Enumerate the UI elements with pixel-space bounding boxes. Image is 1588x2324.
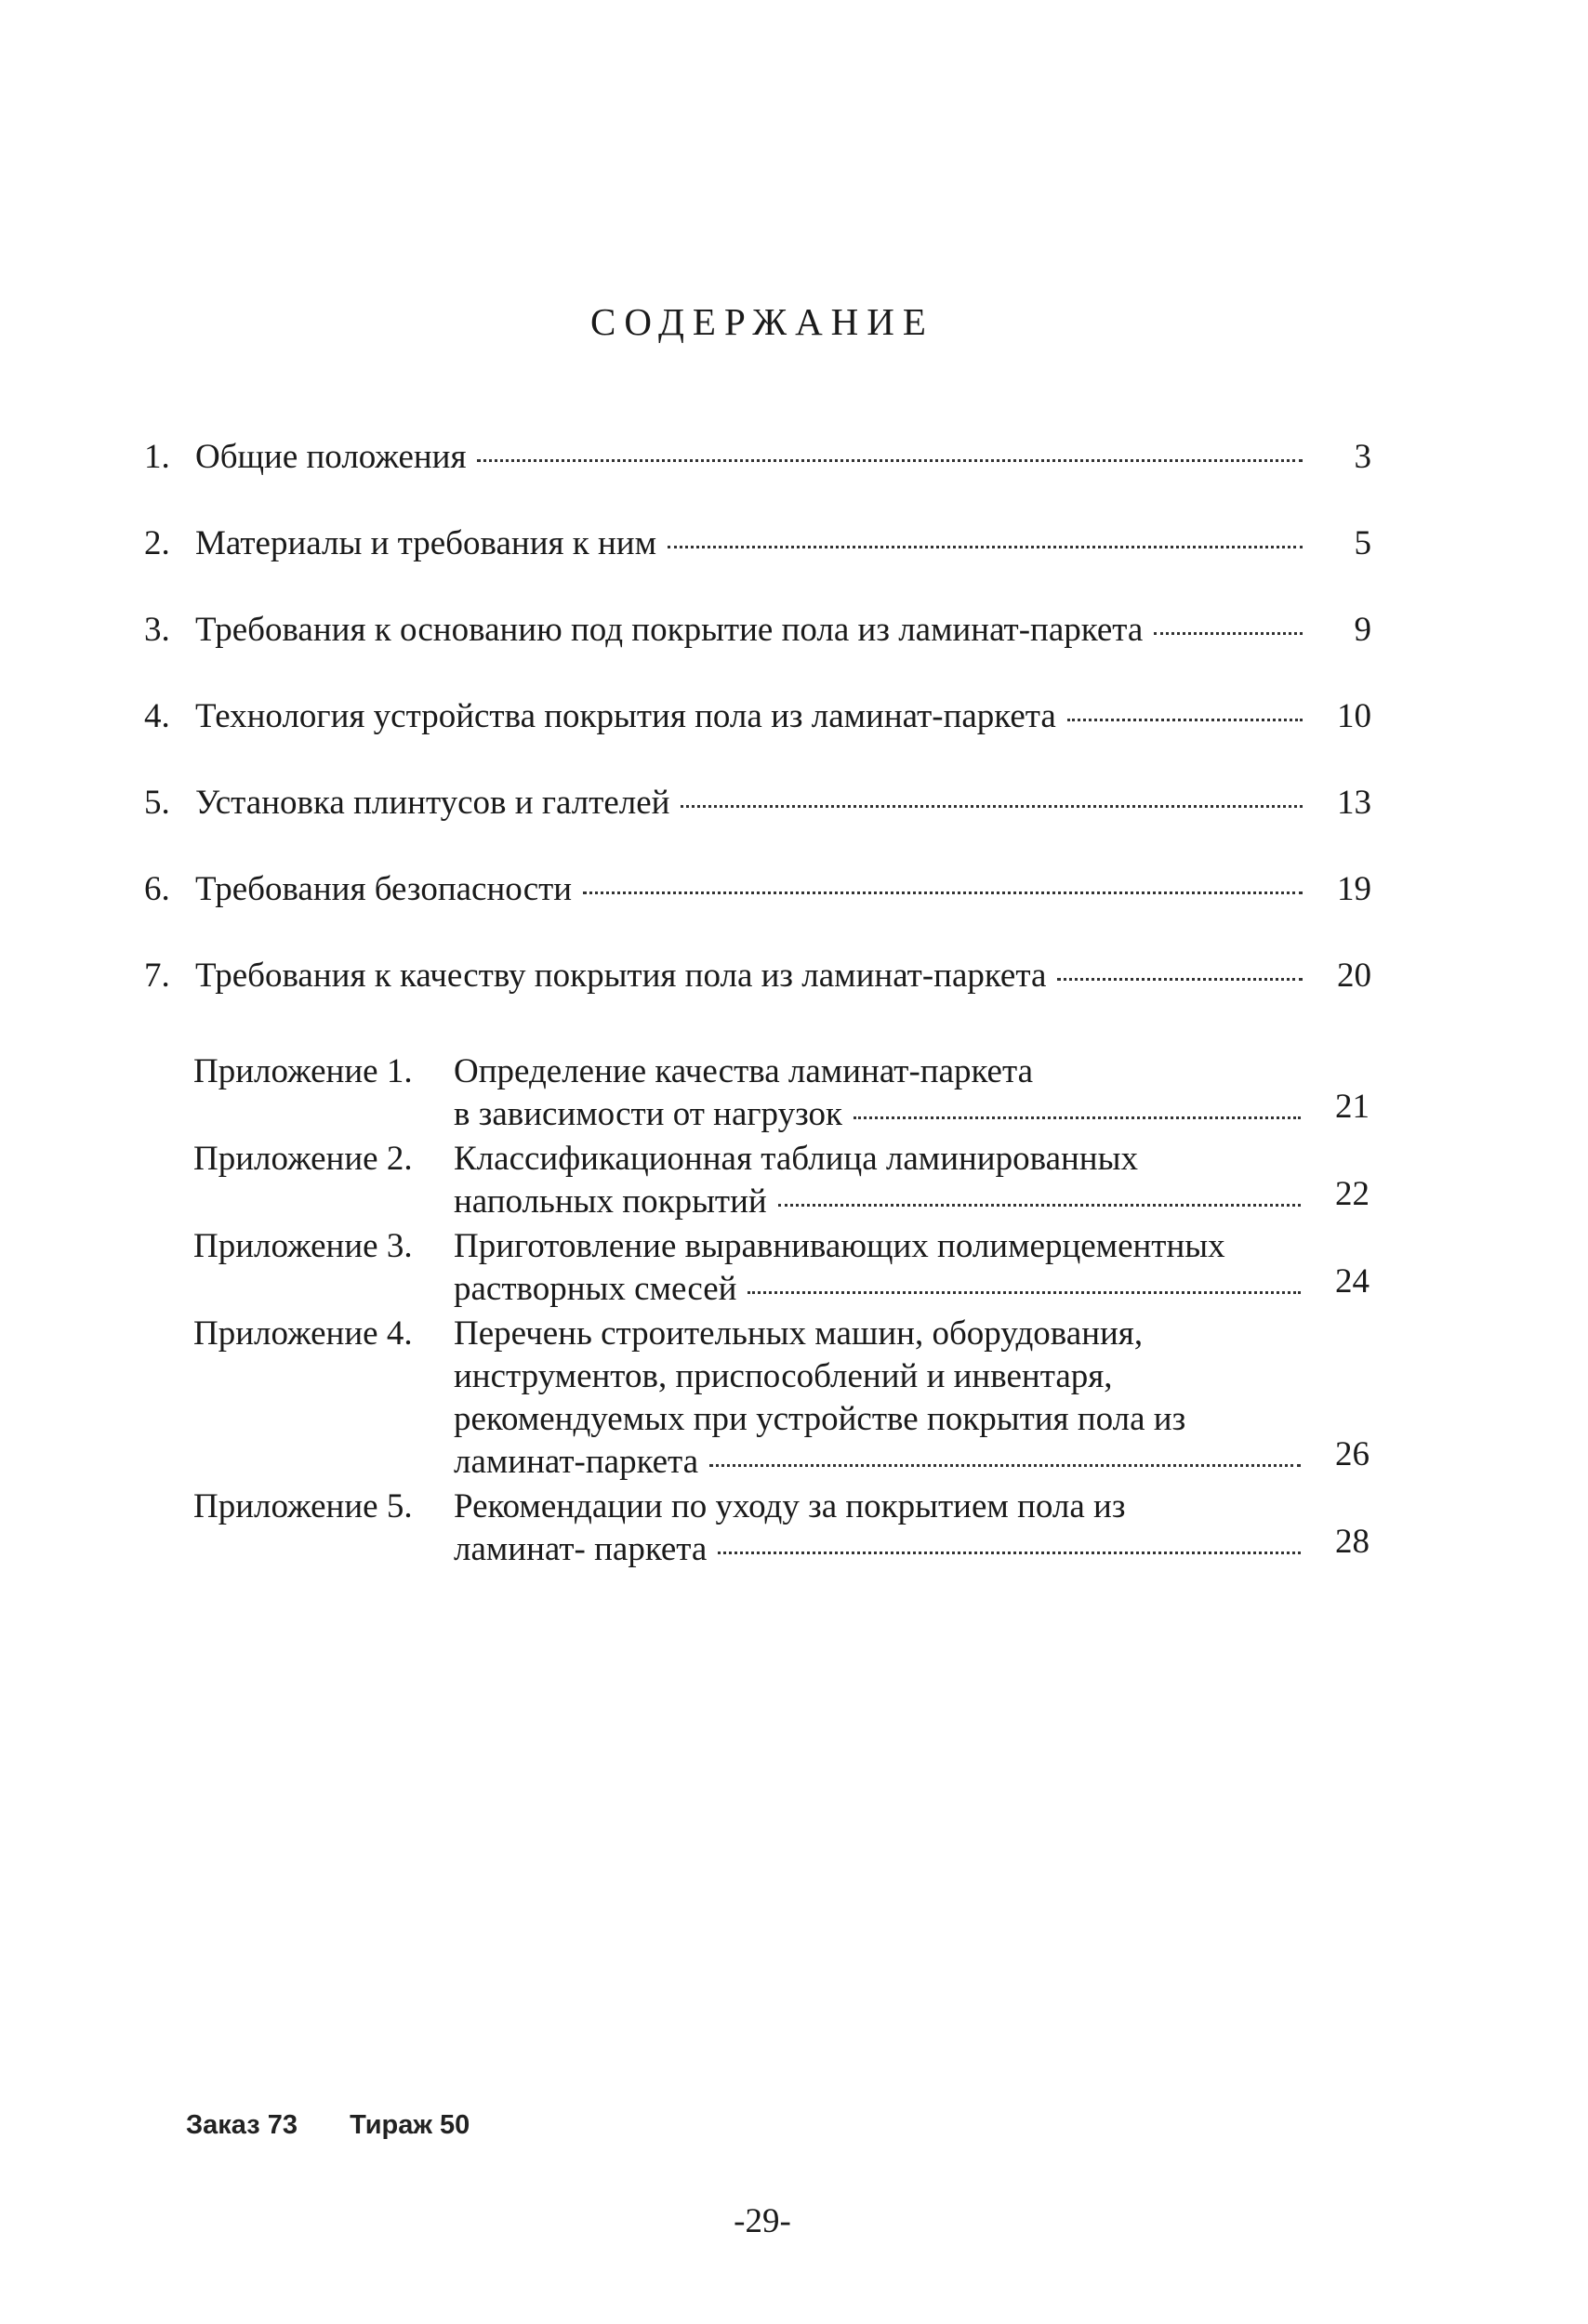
appendix-line: Приготовление выравнивающих полимерцементных: [454, 1227, 1225, 1265]
toc-entry-6: [144, 869, 1371, 910]
toc-entry-title: Материалы и требования к ним: [195, 524, 657, 562]
appendix-line: Классификационная таблица ламинированных: [454, 1140, 1138, 1178]
print-info: [186, 2110, 514, 2141]
dot-leader: [778, 1204, 1301, 1207]
toc-entry-number: 2.: [144, 524, 170, 562]
toc-entry-page: 3: [1354, 438, 1371, 476]
dot-leader: [1067, 719, 1303, 721]
toc-entry-page: 5: [1354, 524, 1371, 562]
appendix-last-line: [454, 1435, 1370, 1484]
appendix-line: рекомендуемых при устройстве покрытия пола из: [454, 1400, 1186, 1438]
toc-entry-number: 6.: [144, 870, 170, 908]
dot-leader: [1154, 632, 1303, 635]
toc-entry-page: 20: [1337, 957, 1371, 995]
appendix-entry-1: [193, 1050, 1370, 1136]
appendix-last-line: [454, 1262, 1370, 1311]
toc-entry-5: [144, 783, 1371, 824]
dot-leader: [681, 805, 1303, 808]
appendix-body: [454, 1225, 1370, 1311]
toc-entry-title: Технология устройства покрытия пола из ламинат-паркета: [195, 697, 1056, 735]
appendix-page: 24: [1335, 1262, 1370, 1301]
appendix-entry-5: [193, 1486, 1370, 1571]
appendix-line: инструментов, приспособлений и инвентаря,: [454, 1357, 1113, 1395]
toc-entry-page: 13: [1337, 784, 1371, 822]
toc-entry-7: [144, 956, 1371, 997]
appendix-last-line: [454, 1088, 1370, 1136]
appendix-line: Рекомендации по уходу за покрытием пола из: [454, 1487, 1126, 1525]
appendix-page: 21: [1335, 1088, 1370, 1126]
toc-entry-number: 4.: [144, 697, 170, 735]
dot-leader: [854, 1116, 1301, 1119]
toc-entry-title: Общие положения: [195, 438, 467, 476]
dot-leader: [1057, 978, 1303, 981]
dot-leader: [748, 1291, 1301, 1294]
appendix-line: Определение качества ламинат-паркета: [454, 1052, 1034, 1090]
appendix-list: [193, 1050, 1370, 1573]
appendix-last-text: растворных смесей: [454, 1270, 737, 1308]
appendix-body: [454, 1138, 1370, 1223]
appendix-body: [454, 1486, 1370, 1571]
dot-leader: [718, 1552, 1301, 1554]
appendix-label: Приложение 1.: [193, 1052, 413, 1090]
appendix-label: Приложение 2.: [193, 1140, 413, 1178]
toc-entry-number: 5.: [144, 784, 170, 822]
toc-entry-page: 10: [1337, 697, 1371, 735]
toc-entry-1: [144, 437, 1371, 478]
appendix-last-line: [454, 1175, 1370, 1223]
appendix-last-line: [454, 1523, 1370, 1571]
toc-entry-2: [144, 523, 1371, 564]
page-title: СОДЕРЖАНИЕ: [590, 300, 934, 343]
appendix-last-text: напольных покрытий: [454, 1182, 767, 1221]
appendix-page: 28: [1335, 1523, 1370, 1561]
toc-entry-page: 19: [1337, 870, 1371, 908]
toc-entry-number: 7.: [144, 957, 170, 995]
toc-entry-title: Установка плинтусов и галтелей: [195, 784, 670, 822]
appendix-label: Приложение 5.: [193, 1487, 413, 1525]
dot-leader: [477, 459, 1303, 462]
toc-entry-4: [144, 696, 1371, 737]
dot-leader: [583, 891, 1303, 894]
dot-leader: [668, 546, 1303, 548]
appendix-line: Перечень строительных машин, оборудования,: [454, 1314, 1144, 1353]
appendix-entry-3: [193, 1225, 1370, 1311]
appendix-label: Приложение 3.: [193, 1227, 413, 1265]
appendix-page: 26: [1335, 1435, 1370, 1473]
appendix-page: 22: [1335, 1175, 1370, 1213]
print-run: Тираж 50: [350, 2110, 470, 2140]
toc-entry-number: 1.: [144, 438, 170, 476]
order-number: Заказ 73: [186, 2110, 298, 2140]
dot-leader: [709, 1464, 1301, 1467]
appendix-entry-4: [193, 1313, 1370, 1484]
appendix-last-text: ламинат- паркета: [454, 1530, 708, 1568]
toc-entry-title: Требования безопасности: [195, 870, 573, 908]
table-of-contents: [144, 437, 1371, 1042]
appendix-label: Приложение 4.: [193, 1314, 413, 1353]
toc-entry-number: 3.: [144, 611, 170, 649]
appendix-entry-2: [193, 1138, 1370, 1223]
toc-entry-title: Требования к основанию под покрытие пола из ламинат-паркета: [195, 611, 1144, 649]
appendix-body: [454, 1313, 1370, 1484]
toc-entry-title: Требования к качеству покрытия пола из ламинат-паркета: [195, 957, 1047, 995]
toc-entry-page: 9: [1354, 611, 1371, 649]
appendix-last-text: ламинат-паркета: [454, 1443, 699, 1481]
appendix-last-text: в зависимости от нагрузок: [454, 1095, 842, 1133]
appendix-body: [454, 1050, 1370, 1136]
page-number: -29-: [734, 2202, 791, 2240]
toc-entry-3: [144, 610, 1371, 651]
